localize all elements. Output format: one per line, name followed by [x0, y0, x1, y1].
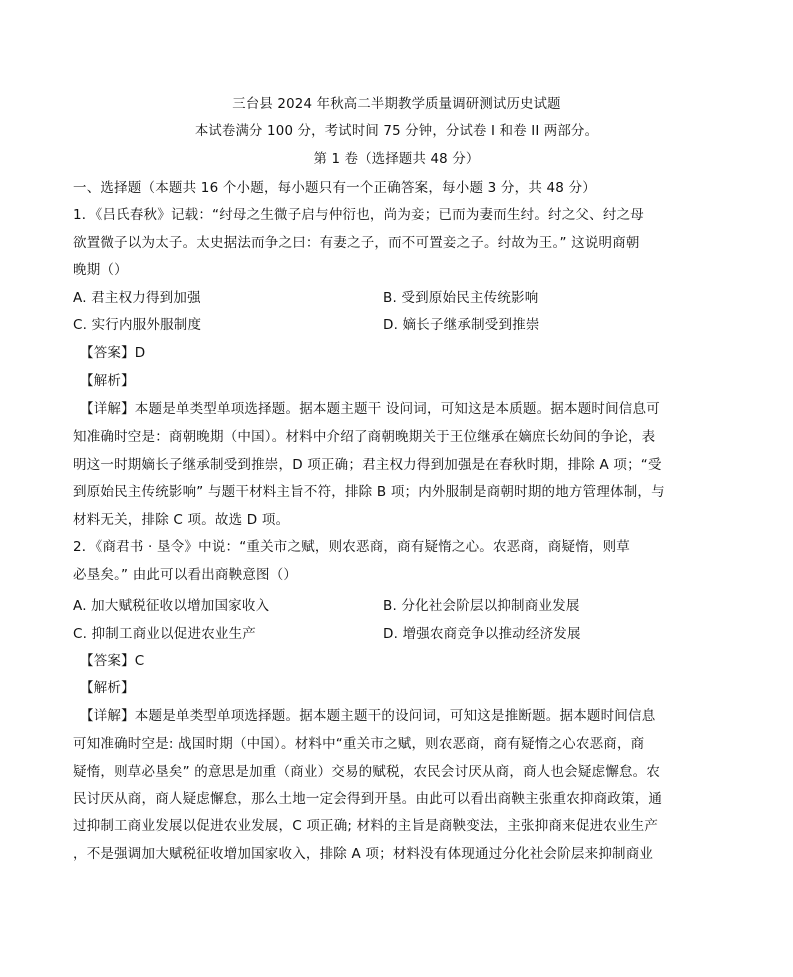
q1-detail-line-3: 明这一时期嫡长子继承制受到推崇，D 项正确；君主权力得到加强是在春秋时期，排除 A 项；“受: [73, 457, 662, 473]
q2-option-b: B. 分化社会阶层以抑制商业发展: [383, 598, 580, 614]
q2-analysis-label: 【解析】: [80, 680, 135, 696]
q1-option-a: A. 君主权力得到加强: [73, 290, 201, 306]
q1-option-b: B. 受到原始民主传统影响: [383, 290, 539, 306]
q1-option-c: C. 实行内服外服制度: [73, 317, 202, 333]
q2-option-a: A. 加大赋税征收以增加国家收入: [73, 598, 270, 614]
q1-detail-line-5: 材料无关，排除 C 项。故选 D 项。: [73, 512, 290, 528]
q2-detail-line-2: 可知准确时空是: 战国时期（中国）。材料中“重关市之赋，则农恶商，商有疑惰之心农恶商，商: [73, 736, 645, 752]
exam-instructions: 本试卷满分 100 分，考试时间 75 分钟，分试卷 I 和卷 II 两部分。: [194, 124, 599, 139]
q2-answer: 【答案】C: [80, 653, 145, 669]
exam-title: 三台县 2024 年秋高二半期教学质量调研测试历史试题: [232, 97, 561, 112]
q1-detail-line-2: 知准确时空是：商朝晚期（中国）。材料中介绍了商朝晚期关于王位继承在嫡庶长幼间的争论，表: [73, 429, 656, 445]
q2-detail-line-3: 疑惰，则草必垦矣” 的意思是加重（商业）交易的赋税，农民会讨厌从商，商人也会疑虑懈怠。农: [73, 764, 661, 780]
q1-stem-line-3: 晚期（）: [73, 262, 128, 278]
q2-detail-line-5: 过抑制工商业发展以促进农业发展，C 项正确; 材料的主旨是商鞅变法，主张抑商来促进农业生产: [73, 818, 659, 834]
q2-detail-line-6: ，不是强调加大赋税征收增加国家收入，排除 A 项；材料没有体现通过分化社会阶层来抑制商业: [73, 846, 654, 862]
q2-stem-line-2: 必垦矣。” 由此可以看出商鞅意图（）: [73, 567, 298, 583]
q1-answer: 【答案】D: [80, 345, 146, 361]
q1-stem-line-2: 欲置微子以为太子。太史据法而争之曰：有妻之子，而不可置妾之子。纣故为王。” 这说明商朝: [73, 235, 640, 251]
q1-stem-line-1: 1．《吕氏春秋》记载：“纣母之生微子启与仲衍也，尚为妾；已而为妻而生纣。纣之父、纣之母: [73, 207, 644, 223]
volume-heading: 第 1 卷（选择题共 48 分）: [313, 152, 480, 167]
section-heading: 一、选择题（本题共 16 个小题，每小题只有一个正确答案，每小题 3 分，共 48 分）: [73, 180, 596, 196]
q2-stem-line-1: 2．《商君书 · 垦令》中说：“重关市之赋，则农恶商，商有疑惰之心。农恶商，商疑惰，则草: [73, 539, 631, 555]
q1-analysis-label: 【解析】: [80, 373, 135, 389]
q2-detail-line-1: 【详解】本题是单类型单项选择题。据本题主题干的设问词，可知这是推断题。据本题时间信息: [80, 708, 656, 724]
q1-detail-line-4: 到原始民主传统影响” 与题干材料主旨不符，排除 B 项；内外服制是商朝时期的地方管理体制，与: [73, 484, 665, 500]
q1-option-d: D. 嫡长子继承制受到推崇: [383, 317, 540, 333]
q1-detail-line-1: 【详解】本题是单类型单项选择题。据本题主题干 设问词，可知这是本质题。据本题时间信息可: [80, 401, 660, 417]
q2-option-c: C. 抑制工商业以促进农业生产: [73, 626, 257, 642]
q2-detail-line-4: 民讨厌从商，商人疑虑懈怠，那么土地一定会得到开垦。由此可以看出商鞅主张重农抑商政策，通: [73, 791, 663, 807]
q2-option-d: D. 增强农商竞争以推动经济发展: [383, 626, 581, 642]
